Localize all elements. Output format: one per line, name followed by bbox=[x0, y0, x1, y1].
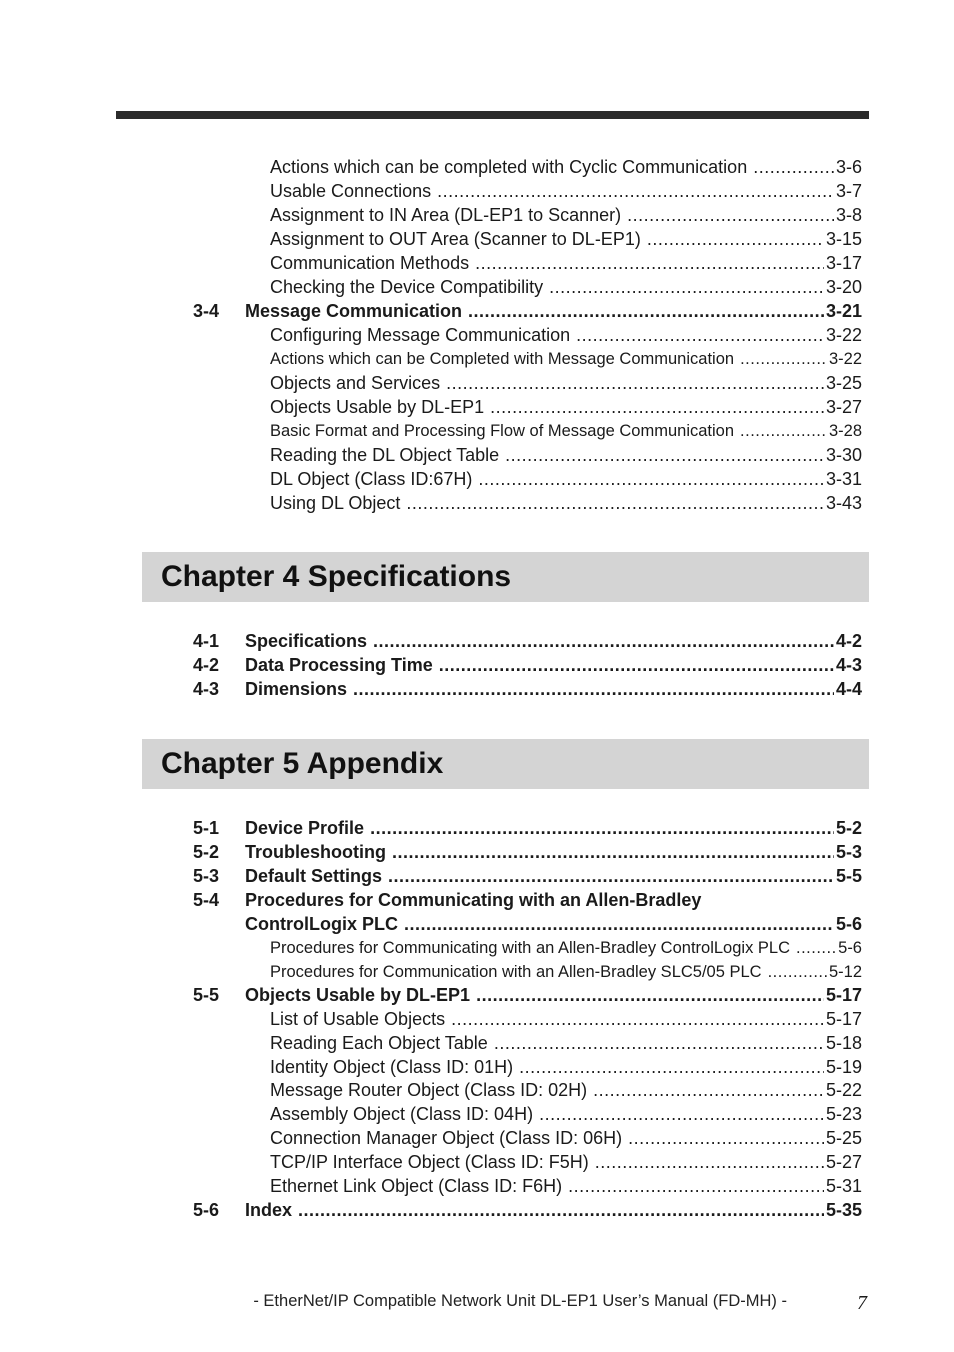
leader-dots bbox=[539, 1103, 824, 1125]
toc-entry-title: Assignment to IN Area (DL-EP1 to Scanner) bbox=[270, 205, 622, 225]
toc-entry[interactable] bbox=[0, 442, 954, 466]
toc-entry[interactable] bbox=[0, 202, 954, 226]
section-number: 5-4 bbox=[193, 890, 220, 910]
toc-entry-title: Objects Usable by DL-EP1 bbox=[270, 397, 485, 417]
toc-page-number: 3-43 bbox=[825, 493, 862, 513]
toc-section[interactable] bbox=[0, 839, 954, 863]
leader-dots bbox=[439, 654, 834, 676]
leader-dots bbox=[475, 252, 824, 274]
toc-page-number: 3-30 bbox=[825, 445, 862, 465]
leader-dots bbox=[519, 1056, 824, 1078]
leader-dots bbox=[404, 913, 834, 935]
leader-dots bbox=[298, 1199, 824, 1221]
toc-entry-title: Message Router Object (Class ID: 02H) bbox=[270, 1080, 588, 1100]
section-number: 5-1 bbox=[193, 818, 220, 838]
leader-dots bbox=[576, 324, 824, 346]
section-number: 5-3 bbox=[193, 866, 220, 886]
leader-dots bbox=[494, 1032, 824, 1054]
leader-dots bbox=[437, 180, 834, 202]
leader-dots bbox=[753, 156, 834, 178]
toc-entry[interactable] bbox=[0, 959, 954, 983]
toc-page-number: 5-17 bbox=[825, 1009, 862, 1029]
leader-dots bbox=[627, 204, 834, 226]
toc-entry[interactable] bbox=[0, 1173, 954, 1197]
toc-entry[interactable] bbox=[0, 1077, 954, 1101]
toc-section-title: Default Settings bbox=[245, 866, 383, 886]
toc-entry[interactable] bbox=[0, 1030, 954, 1054]
section-number: 3-4 bbox=[193, 301, 220, 321]
toc-page-number: 5-19 bbox=[825, 1057, 862, 1077]
toc-page-number: 5-25 bbox=[825, 1128, 862, 1148]
section-number: 5-5 bbox=[193, 985, 220, 1005]
chapter-4-heading bbox=[142, 552, 869, 602]
leader-dots bbox=[796, 937, 836, 959]
toc-page-number: 5-12 bbox=[828, 963, 862, 981]
toc-section-title: Objects Usable by DL-EP1 bbox=[245, 985, 471, 1005]
toc-page-number: 5-31 bbox=[825, 1176, 862, 1196]
leader-dots bbox=[549, 276, 824, 298]
toc-entry-title: List of Usable Objects bbox=[270, 1009, 446, 1029]
leader-dots bbox=[446, 372, 824, 394]
section-number: 5-6 bbox=[193, 1200, 220, 1220]
toc-entry-title: Usable Connections bbox=[270, 181, 432, 201]
toc-page-number: 3-17 bbox=[825, 253, 862, 273]
toc-entry-title: Ethernet Link Object (Class ID: F6H) bbox=[270, 1176, 563, 1196]
toc-section[interactable] bbox=[0, 982, 954, 1006]
toc-entry[interactable] bbox=[0, 1054, 954, 1078]
leader-dots bbox=[373, 630, 834, 652]
toc-entry[interactable] bbox=[0, 1125, 954, 1149]
toc-entry[interactable] bbox=[0, 418, 954, 442]
leader-dots bbox=[451, 1008, 824, 1030]
leader-dots bbox=[490, 396, 824, 418]
toc-page-number: 3-22 bbox=[828, 350, 862, 368]
toc-entry[interactable] bbox=[0, 250, 954, 274]
toc-entry[interactable] bbox=[0, 274, 954, 298]
leader-dots bbox=[476, 984, 824, 1006]
toc-page-number: 5-18 bbox=[825, 1033, 862, 1053]
toc-entry-title: Procedures for Communication with an Allen-Bradley SLC5/05 PLC bbox=[270, 963, 762, 981]
toc-section[interactable] bbox=[0, 1197, 954, 1221]
toc-section-title: Dimensions bbox=[245, 679, 348, 699]
toc-section-title: Message Communication bbox=[245, 301, 463, 321]
toc-entry-title: Basic Format and Processing Flow of Message Communication bbox=[270, 422, 735, 440]
leader-dots bbox=[388, 865, 834, 887]
toc-page-number: 3-25 bbox=[825, 373, 862, 393]
toc-entry[interactable] bbox=[0, 154, 954, 178]
leader-dots bbox=[370, 817, 834, 839]
toc-entry[interactable] bbox=[0, 490, 954, 514]
leader-dots bbox=[568, 1175, 824, 1197]
toc-entry[interactable] bbox=[0, 178, 954, 202]
toc-entry-title: Configuring Message Communication bbox=[270, 325, 571, 345]
toc-section[interactable] bbox=[0, 628, 954, 652]
toc-entry[interactable] bbox=[0, 1006, 954, 1030]
leader-dots bbox=[647, 228, 824, 250]
toc-section[interactable] bbox=[0, 298, 954, 322]
toc-section-title: Troubleshooting bbox=[245, 842, 386, 862]
toc-entry-title: DL Object (Class ID:67H) bbox=[270, 469, 473, 489]
leader-dots bbox=[593, 1079, 824, 1101]
leader-dots bbox=[768, 961, 827, 983]
toc-entry[interactable] bbox=[0, 370, 954, 394]
toc-entry-title: Identity Object (Class ID: 01H) bbox=[270, 1057, 514, 1077]
toc-section-continued[interactable] bbox=[0, 911, 954, 935]
toc-entry-title: Using DL Object bbox=[270, 493, 401, 513]
chapter-5-heading bbox=[142, 739, 869, 789]
toc-entry[interactable] bbox=[0, 1101, 954, 1125]
toc-page-number: 3-7 bbox=[835, 181, 862, 201]
leader-dots bbox=[353, 678, 834, 700]
leader-dots bbox=[392, 841, 834, 863]
toc-entry-title: Objects and Services bbox=[270, 373, 441, 393]
toc-entry-title: Assembly Object (Class ID: 04H) bbox=[270, 1104, 534, 1124]
toc-entry-title: Communication Methods bbox=[270, 253, 470, 273]
toc-entry-title: Reading the DL Object Table bbox=[270, 445, 500, 465]
toc-page-number: 3-20 bbox=[825, 277, 862, 297]
leader-dots bbox=[740, 348, 827, 370]
section-number: 4-3 bbox=[193, 679, 220, 699]
leader-dots bbox=[740, 420, 827, 442]
toc-page-number: 5-6 bbox=[835, 914, 862, 934]
toc-section-title: ControlLogix PLC bbox=[245, 914, 398, 934]
footer-manual-title: - EtherNet/IP Compatible Network Unit DL-EP1 User’s Manual (FD-MH) - bbox=[253, 1292, 787, 1310]
page-number: 7 bbox=[857, 1292, 867, 1314]
toc-section-title: Device Profile bbox=[245, 818, 365, 838]
toc-entry-title: Connection Manager Object (Class ID: 06H) bbox=[270, 1128, 623, 1148]
toc-page-number: 3-15 bbox=[825, 229, 862, 249]
toc-page-number: 3-31 bbox=[825, 469, 862, 489]
toc-page-number: 5-17 bbox=[825, 985, 862, 1005]
toc-entry[interactable] bbox=[0, 1149, 954, 1173]
toc-page-number: 5-6 bbox=[838, 939, 862, 957]
toc-page-number: 4-3 bbox=[835, 655, 862, 675]
toc-page-number: 5-3 bbox=[835, 842, 862, 862]
toc-section-title: Data Processing Time bbox=[245, 655, 433, 675]
toc-entry-title: Procedures for Communicating with an Allen-Bradley ControlLogix PLC bbox=[270, 939, 790, 957]
page-footer bbox=[0, 1292, 954, 1316]
toc-section[interactable] bbox=[0, 652, 954, 676]
toc-entry[interactable] bbox=[0, 322, 954, 346]
toc-page-number: 5-22 bbox=[825, 1080, 862, 1100]
toc-section[interactable] bbox=[0, 676, 954, 700]
toc-entry-title: Assignment to OUT Area (Scanner to DL-EP1) bbox=[270, 229, 641, 249]
leader-dots bbox=[628, 1127, 824, 1149]
toc-entry-title: Actions which can be completed with Cyclic Communication bbox=[270, 157, 748, 177]
toc-entry-title: Actions which can be Completed with Message Communication bbox=[270, 350, 735, 368]
toc-section[interactable] bbox=[0, 887, 954, 911]
toc-page-number: 5-5 bbox=[835, 866, 862, 886]
leader-dots bbox=[468, 300, 824, 322]
toc-section-title: Specifications bbox=[245, 631, 368, 651]
leader-dots bbox=[505, 444, 824, 466]
toc-entry-title: Checking the Device Compatibility bbox=[270, 277, 544, 297]
toc-page-number: 3-6 bbox=[835, 157, 862, 177]
toc-entry[interactable] bbox=[0, 466, 954, 490]
toc-section-title: Index bbox=[245, 1200, 293, 1220]
leader-dots bbox=[406, 492, 824, 514]
toc-entry-title: Reading Each Object Table bbox=[270, 1033, 488, 1053]
section-number: 4-1 bbox=[193, 631, 220, 651]
top-rule bbox=[116, 111, 869, 119]
toc-section[interactable] bbox=[0, 815, 954, 839]
toc-entry[interactable] bbox=[0, 226, 954, 250]
toc-page-number: 5-35 bbox=[825, 1200, 862, 1220]
chapter-title: Chapter 4 Specifications bbox=[161, 560, 512, 593]
toc-section[interactable] bbox=[0, 863, 954, 887]
leader-dots bbox=[595, 1151, 824, 1173]
section-number: 5-2 bbox=[193, 842, 220, 862]
toc-page-number: 5-27 bbox=[825, 1152, 862, 1172]
toc-page-number: 3-21 bbox=[825, 301, 862, 321]
leader-dots bbox=[478, 468, 824, 490]
toc-page-number: 4-2 bbox=[835, 631, 862, 651]
toc-page-number: 3-28 bbox=[828, 422, 862, 440]
toc-entry[interactable] bbox=[0, 394, 954, 418]
toc-section-title: Procedures for Communicating with an Allen-Bradley bbox=[245, 890, 702, 910]
toc-page-number: 5-2 bbox=[835, 818, 862, 838]
toc-page-number: 3-8 bbox=[835, 205, 862, 225]
toc-page-number: 4-4 bbox=[835, 679, 862, 699]
toc-entry-title: TCP/IP Interface Object (Class ID: F5H) bbox=[270, 1152, 589, 1172]
toc-page-number: 3-22 bbox=[825, 325, 862, 345]
chapter-title: Chapter 5 Appendix bbox=[161, 747, 444, 780]
toc-page-number: 5-23 bbox=[825, 1104, 862, 1124]
toc-page-number: 3-27 bbox=[825, 397, 862, 417]
section-number: 4-2 bbox=[193, 655, 220, 675]
toc-entry[interactable] bbox=[0, 346, 954, 370]
toc-entry[interactable] bbox=[0, 935, 954, 959]
